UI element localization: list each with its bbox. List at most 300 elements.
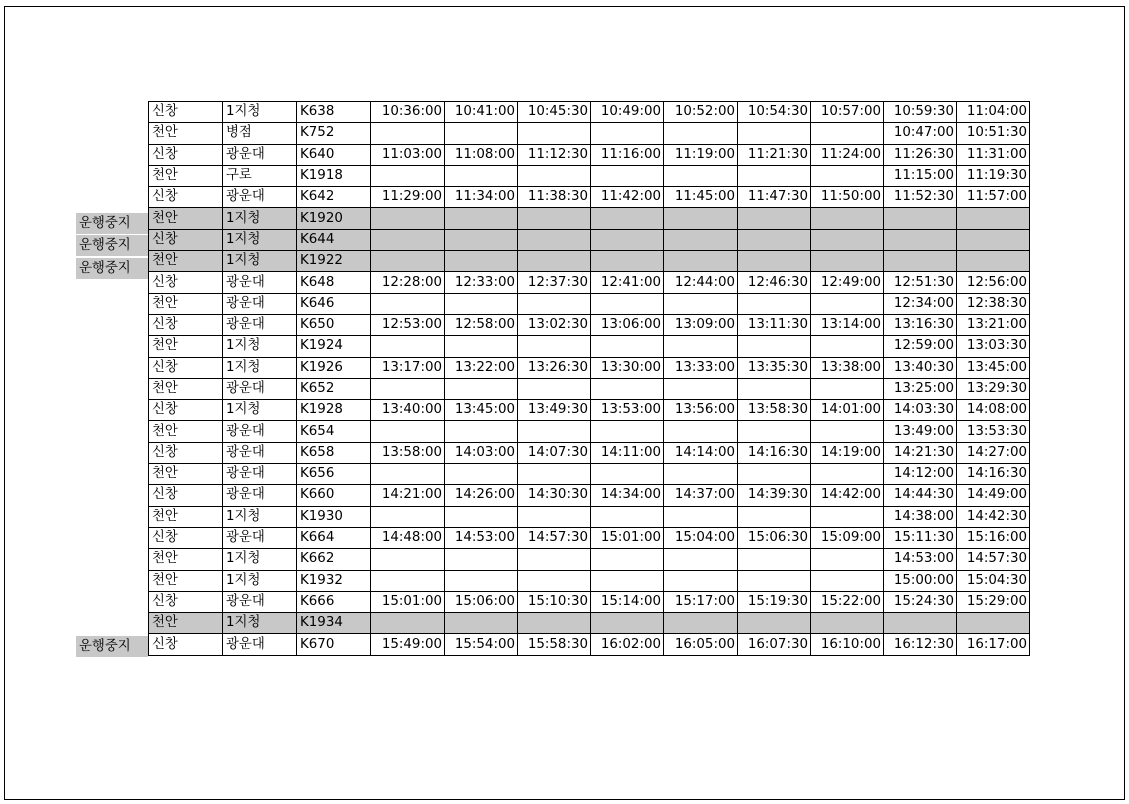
time-1-cell: 10:36:00 (371, 102, 445, 123)
time-8-cell: 10:59:30 (884, 102, 957, 123)
destination-station-cell: 1지청 (223, 357, 297, 378)
destination-station-cell: 광운대 (223, 591, 297, 612)
origin-station-cell: 신창 (149, 102, 223, 123)
train-number-cell: K644 (297, 229, 371, 250)
time-8-cell: 14:53:00 (884, 549, 957, 570)
time-8-cell: 13:49:00 (884, 421, 957, 442)
time-9-cell (957, 229, 1030, 250)
destination-station-cell: 광운대 (223, 314, 297, 335)
time-5-cell: 15:17:00 (664, 591, 738, 612)
time-5-cell: 14:14:00 (664, 442, 738, 463)
time-3-cell (518, 165, 591, 186)
time-4-cell (591, 506, 664, 527)
time-6-cell: 11:47:30 (738, 187, 811, 208)
time-2-cell: 13:45:00 (445, 400, 518, 421)
train-number-cell: K638 (297, 102, 371, 123)
suspended-label: 운행중지 (76, 213, 148, 234)
time-4-cell: 14:34:00 (591, 485, 664, 506)
time-7-cell: 11:50:00 (811, 187, 884, 208)
time-7-cell (811, 506, 884, 527)
time-9-cell: 12:56:00 (957, 272, 1030, 293)
train-number-cell: K650 (297, 314, 371, 335)
table-row (149, 400, 1030, 421)
train-number-cell: K664 (297, 527, 371, 548)
origin-station-cell: 천안 (149, 506, 223, 527)
table-row (149, 187, 1030, 208)
time-9-cell: 13:03:30 (957, 336, 1030, 357)
time-2-cell (445, 229, 518, 250)
time-2-cell (445, 123, 518, 144)
origin-station-cell: 천안 (149, 208, 223, 229)
time-2-cell: 12:33:00 (445, 272, 518, 293)
train-number-cell: K654 (297, 421, 371, 442)
destination-station-cell: 병점 (223, 123, 297, 144)
time-4-cell (591, 549, 664, 570)
time-3-cell: 12:37:30 (518, 272, 591, 293)
time-7-cell (811, 613, 884, 634)
table-row (149, 272, 1030, 293)
time-1-cell (371, 229, 445, 250)
time-4-cell: 14:11:00 (591, 442, 664, 463)
time-8-cell: 12:34:00 (884, 293, 957, 314)
table-row (149, 464, 1030, 485)
time-1-cell (371, 123, 445, 144)
time-6-cell (738, 336, 811, 357)
table-row (149, 314, 1030, 335)
time-1-cell (371, 336, 445, 357)
time-4-cell: 11:42:00 (591, 187, 664, 208)
destination-station-cell: 1지청 (223, 549, 297, 570)
origin-station-cell: 신창 (149, 442, 223, 463)
time-2-cell: 15:06:00 (445, 591, 518, 612)
time-4-cell: 10:49:00 (591, 102, 664, 123)
time-8-cell: 15:24:30 (884, 591, 957, 612)
time-3-cell (518, 378, 591, 399)
time-3-cell: 10:45:30 (518, 102, 591, 123)
destination-station-cell: 광운대 (223, 293, 297, 314)
time-3-cell: 14:30:30 (518, 485, 591, 506)
time-2-cell: 11:08:00 (445, 144, 518, 165)
train-number-cell: K666 (297, 591, 371, 612)
time-3-cell (518, 613, 591, 634)
time-3-cell: 15:10:30 (518, 591, 591, 612)
train-number-cell: K1934 (297, 613, 371, 634)
time-3-cell: 11:38:30 (518, 187, 591, 208)
time-3-cell: 13:26:30 (518, 357, 591, 378)
origin-station-cell: 천안 (149, 123, 223, 144)
time-3-cell: 11:12:30 (518, 144, 591, 165)
train-number-cell: K1922 (297, 251, 371, 272)
time-1-cell: 12:53:00 (371, 314, 445, 335)
origin-station-cell: 천안 (149, 613, 223, 634)
time-9-cell (957, 613, 1030, 634)
time-1-cell: 13:17:00 (371, 357, 445, 378)
time-1-cell (371, 165, 445, 186)
time-9-cell: 13:29:30 (957, 378, 1030, 399)
time-1-cell: 11:03:00 (371, 144, 445, 165)
time-3-cell (518, 208, 591, 229)
time-9-cell: 13:21:00 (957, 314, 1030, 335)
time-5-cell (664, 208, 738, 229)
time-6-cell: 11:21:30 (738, 144, 811, 165)
time-1-cell (371, 208, 445, 229)
time-8-cell: 10:47:00 (884, 123, 957, 144)
origin-station-cell: 신창 (149, 272, 223, 293)
time-6-cell: 13:58:30 (738, 400, 811, 421)
time-8-cell: 12:59:00 (884, 336, 957, 357)
time-1-cell (371, 570, 445, 591)
time-8-cell: 14:44:30 (884, 485, 957, 506)
destination-station-cell: 1지청 (223, 208, 297, 229)
time-2-cell: 14:26:00 (445, 485, 518, 506)
time-7-cell (811, 208, 884, 229)
origin-station-cell: 신창 (149, 357, 223, 378)
time-9-cell: 14:16:30 (957, 464, 1030, 485)
origin-station-cell: 신창 (149, 229, 223, 250)
train-number-cell: K1926 (297, 357, 371, 378)
destination-station-cell: 광운대 (223, 527, 297, 548)
time-6-cell: 14:16:30 (738, 442, 811, 463)
time-6-cell (738, 165, 811, 186)
time-7-cell: 14:19:00 (811, 442, 884, 463)
time-4-cell (591, 165, 664, 186)
train-number-cell: K1928 (297, 400, 371, 421)
time-7-cell: 10:57:00 (811, 102, 884, 123)
train-number-cell: K1930 (297, 506, 371, 527)
destination-station-cell: 1지청 (223, 229, 297, 250)
time-3-cell (518, 123, 591, 144)
destination-station-cell: 1지청 (223, 336, 297, 357)
time-7-cell (811, 229, 884, 250)
time-7-cell: 13:38:00 (811, 357, 884, 378)
time-4-cell (591, 293, 664, 314)
time-2-cell (445, 293, 518, 314)
time-2-cell (445, 336, 518, 357)
time-7-cell (811, 251, 884, 272)
time-2-cell: 13:22:00 (445, 357, 518, 378)
time-9-cell (957, 251, 1030, 272)
time-2-cell (445, 251, 518, 272)
time-5-cell (664, 251, 738, 272)
time-4-cell (591, 570, 664, 591)
time-6-cell (738, 506, 811, 527)
table-row (149, 336, 1030, 357)
time-7-cell (811, 123, 884, 144)
time-1-cell (371, 613, 445, 634)
time-6-cell: 10:54:30 (738, 102, 811, 123)
train-number-cell: K640 (297, 144, 371, 165)
origin-station-cell: 신창 (149, 144, 223, 165)
train-number-cell: K1924 (297, 336, 371, 357)
destination-station-cell: 1지청 (223, 102, 297, 123)
time-3-cell (518, 229, 591, 250)
time-7-cell (811, 165, 884, 186)
train-timetable (148, 101, 1030, 656)
time-3-cell (518, 251, 591, 272)
time-9-cell: 14:08:00 (957, 400, 1030, 421)
time-6-cell (738, 464, 811, 485)
time-5-cell (664, 506, 738, 527)
train-number-cell: K752 (297, 123, 371, 144)
time-8-cell (884, 613, 957, 634)
train-number-cell: K1920 (297, 208, 371, 229)
time-7-cell (811, 549, 884, 570)
table-row (149, 442, 1030, 463)
time-2-cell (445, 464, 518, 485)
time-5-cell: 12:44:00 (664, 272, 738, 293)
time-7-cell (811, 570, 884, 591)
train-number-cell: K642 (297, 187, 371, 208)
destination-station-cell: 광운대 (223, 485, 297, 506)
table-row (149, 229, 1030, 250)
destination-station-cell: 광운대 (223, 378, 297, 399)
time-3-cell: 14:07:30 (518, 442, 591, 463)
time-7-cell (811, 378, 884, 399)
time-8-cell: 14:21:30 (884, 442, 957, 463)
time-6-cell: 16:07:30 (738, 634, 811, 655)
time-3-cell (518, 549, 591, 570)
time-4-cell: 13:53:00 (591, 400, 664, 421)
time-9-cell: 11:04:00 (957, 102, 1030, 123)
table-row (149, 570, 1030, 591)
time-8-cell: 11:15:00 (884, 165, 957, 186)
origin-station-cell: 천안 (149, 464, 223, 485)
time-6-cell (738, 421, 811, 442)
suspended-label: 운행중지 (76, 636, 148, 657)
origin-station-cell: 천안 (149, 378, 223, 399)
time-3-cell: 13:49:30 (518, 400, 591, 421)
time-1-cell: 13:40:00 (371, 400, 445, 421)
time-3-cell (518, 421, 591, 442)
time-5-cell: 16:05:00 (664, 634, 738, 655)
time-7-cell: 13:14:00 (811, 314, 884, 335)
origin-station-cell: 천안 (149, 165, 223, 186)
destination-station-cell: 광운대 (223, 187, 297, 208)
destination-station-cell: 1지청 (223, 613, 297, 634)
time-7-cell: 14:42:00 (811, 485, 884, 506)
time-8-cell: 13:25:00 (884, 378, 957, 399)
table-row (149, 549, 1030, 570)
origin-station-cell: 신창 (149, 485, 223, 506)
destination-station-cell: 1지청 (223, 251, 297, 272)
train-number-cell: K670 (297, 634, 371, 655)
time-6-cell: 12:46:30 (738, 272, 811, 293)
time-8-cell: 13:40:30 (884, 357, 957, 378)
time-6-cell (738, 378, 811, 399)
time-5-cell (664, 549, 738, 570)
time-8-cell: 12:51:30 (884, 272, 957, 293)
time-9-cell: 11:57:00 (957, 187, 1030, 208)
time-8-cell: 14:38:00 (884, 506, 957, 527)
time-9-cell: 13:45:00 (957, 357, 1030, 378)
time-5-cell (664, 613, 738, 634)
time-1-cell: 14:48:00 (371, 527, 445, 548)
time-1-cell (371, 378, 445, 399)
table-row (149, 378, 1030, 399)
time-9-cell: 12:38:30 (957, 293, 1030, 314)
origin-station-cell: 신창 (149, 591, 223, 612)
time-6-cell (738, 229, 811, 250)
table-row (149, 634, 1030, 655)
time-5-cell (664, 293, 738, 314)
table-row (149, 527, 1030, 548)
table-row (149, 293, 1030, 314)
destination-station-cell: 광운대 (223, 464, 297, 485)
destination-station-cell: 광운대 (223, 442, 297, 463)
time-8-cell: 13:16:30 (884, 314, 957, 335)
time-7-cell (811, 464, 884, 485)
table-row (149, 208, 1030, 229)
time-4-cell: 15:01:00 (591, 527, 664, 548)
time-3-cell (518, 570, 591, 591)
table-row (149, 613, 1030, 634)
train-number-cell: K646 (297, 293, 371, 314)
time-8-cell (884, 251, 957, 272)
time-6-cell (738, 613, 811, 634)
table-row (149, 506, 1030, 527)
time-8-cell: 14:12:00 (884, 464, 957, 485)
time-4-cell: 11:16:00 (591, 144, 664, 165)
suspended-label: 운행중지 (76, 258, 148, 279)
time-1-cell: 15:49:00 (371, 634, 445, 655)
destination-station-cell: 광운대 (223, 634, 297, 655)
table-row (149, 251, 1030, 272)
time-5-cell: 10:52:00 (664, 102, 738, 123)
time-5-cell (664, 336, 738, 357)
origin-station-cell: 천안 (149, 570, 223, 591)
time-9-cell: 14:49:00 (957, 485, 1030, 506)
time-7-cell: 16:10:00 (811, 634, 884, 655)
time-4-cell (591, 464, 664, 485)
time-5-cell: 15:04:00 (664, 527, 738, 548)
time-5-cell: 11:19:00 (664, 144, 738, 165)
time-8-cell: 16:12:30 (884, 634, 957, 655)
time-3-cell (518, 506, 591, 527)
time-7-cell (811, 336, 884, 357)
time-5-cell: 13:09:00 (664, 314, 738, 335)
time-5-cell: 11:45:00 (664, 187, 738, 208)
origin-station-cell: 천안 (149, 549, 223, 570)
status-column (76, 101, 148, 679)
time-6-cell (738, 123, 811, 144)
time-4-cell (591, 251, 664, 272)
time-9-cell: 14:27:00 (957, 442, 1030, 463)
time-2-cell (445, 613, 518, 634)
time-8-cell: 15:00:00 (884, 570, 957, 591)
destination-station-cell: 1지청 (223, 400, 297, 421)
destination-station-cell: 1지청 (223, 506, 297, 527)
time-9-cell: 15:04:30 (957, 570, 1030, 591)
time-4-cell (591, 208, 664, 229)
time-2-cell (445, 570, 518, 591)
time-1-cell (371, 464, 445, 485)
train-number-cell: K648 (297, 272, 371, 293)
time-9-cell: 10:51:30 (957, 123, 1030, 144)
time-1-cell: 14:21:00 (371, 485, 445, 506)
time-6-cell (738, 570, 811, 591)
time-8-cell: 11:52:30 (884, 187, 957, 208)
origin-station-cell: 신창 (149, 634, 223, 655)
time-8-cell: 14:03:30 (884, 400, 957, 421)
time-6-cell: 15:06:30 (738, 527, 811, 548)
origin-station-cell: 천안 (149, 293, 223, 314)
time-1-cell (371, 251, 445, 272)
time-8-cell (884, 229, 957, 250)
time-2-cell: 14:03:00 (445, 442, 518, 463)
time-6-cell (738, 549, 811, 570)
destination-station-cell: 광운대 (223, 421, 297, 442)
time-4-cell (591, 421, 664, 442)
time-5-cell (664, 165, 738, 186)
time-7-cell: 11:24:00 (811, 144, 884, 165)
destination-station-cell: 광운대 (223, 144, 297, 165)
table-row (149, 144, 1030, 165)
time-8-cell: 11:26:30 (884, 144, 957, 165)
table-row (149, 123, 1030, 144)
time-5-cell (664, 378, 738, 399)
time-4-cell: 13:30:00 (591, 357, 664, 378)
origin-station-cell: 천안 (149, 251, 223, 272)
train-number-cell: K660 (297, 485, 371, 506)
time-1-cell (371, 293, 445, 314)
table-row (149, 421, 1030, 442)
time-8-cell: 15:11:30 (884, 527, 957, 548)
time-3-cell: 14:57:30 (518, 527, 591, 548)
time-2-cell: 15:54:00 (445, 634, 518, 655)
time-4-cell: 16:02:00 (591, 634, 664, 655)
time-4-cell: 15:14:00 (591, 591, 664, 612)
time-6-cell: 14:39:30 (738, 485, 811, 506)
destination-station-cell: 1지청 (223, 570, 297, 591)
time-1-cell (371, 506, 445, 527)
time-5-cell (664, 421, 738, 442)
origin-station-cell: 천안 (149, 336, 223, 357)
time-2-cell: 14:53:00 (445, 527, 518, 548)
time-2-cell (445, 378, 518, 399)
time-6-cell (738, 293, 811, 314)
time-1-cell: 13:58:00 (371, 442, 445, 463)
table-row (149, 357, 1030, 378)
time-7-cell: 15:09:00 (811, 527, 884, 548)
time-3-cell: 15:58:30 (518, 634, 591, 655)
time-7-cell: 15:22:00 (811, 591, 884, 612)
time-5-cell: 13:33:00 (664, 357, 738, 378)
time-9-cell (957, 208, 1030, 229)
time-1-cell: 12:28:00 (371, 272, 445, 293)
time-4-cell (591, 336, 664, 357)
time-3-cell (518, 464, 591, 485)
time-4-cell (591, 613, 664, 634)
time-9-cell: 15:16:00 (957, 527, 1030, 548)
time-6-cell: 13:35:30 (738, 357, 811, 378)
time-3-cell (518, 336, 591, 357)
destination-station-cell: 광운대 (223, 272, 297, 293)
time-9-cell: 14:57:30 (957, 549, 1030, 570)
time-4-cell: 13:06:00 (591, 314, 664, 335)
time-5-cell: 14:37:00 (664, 485, 738, 506)
time-5-cell (664, 570, 738, 591)
time-4-cell (591, 229, 664, 250)
time-3-cell (518, 293, 591, 314)
origin-station-cell: 신창 (149, 187, 223, 208)
table-row (149, 591, 1030, 612)
time-2-cell (445, 421, 518, 442)
time-3-cell: 13:02:30 (518, 314, 591, 335)
time-9-cell: 15:29:00 (957, 591, 1030, 612)
table-row (149, 102, 1030, 123)
time-2-cell (445, 506, 518, 527)
time-2-cell: 11:34:00 (445, 187, 518, 208)
